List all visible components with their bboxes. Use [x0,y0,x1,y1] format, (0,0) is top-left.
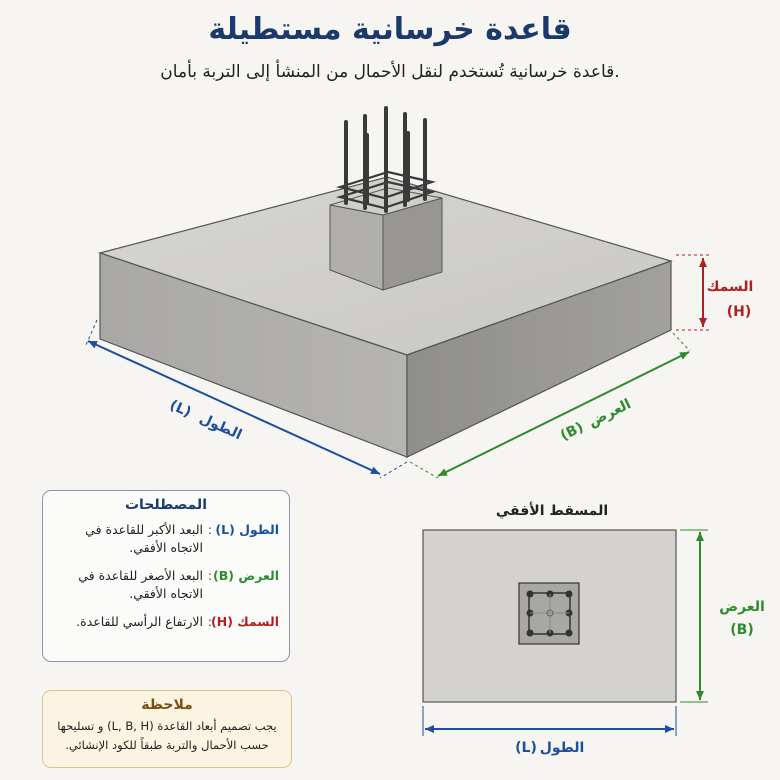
terms-box [42,490,290,662]
thickness-label: السمك [706,279,754,295]
term-colon: : [207,522,213,537]
term-colon: : [207,614,213,629]
term-width [53,567,279,603]
term-length [53,521,279,557]
term-colon: : [207,568,213,583]
column-stub [330,108,442,290]
page-subtitle: قاعدة خرسانية تُستخدم لنقل الأحمال من المنشأ إلى التربة بأمان. [160,62,620,82]
term-thickness [53,613,279,631]
term-length-desc: البعد الأكبر للقاعدة في الاتجاه الأفقي. [85,522,203,555]
term-width-name: العرض (B) [213,568,279,583]
note-text: يجب تصميم أبعاد القاعدة (L, B, H) و تسليحها حسب الأحمال والتربة طبقاً للكود الإنشائي. [57,719,277,752]
width-symbol: (B) [557,419,587,445]
plan-width-symbol: (B) [730,622,754,638]
term-width-desc: البعد الأصغر للقاعدة في الاتجاه الأفقي. [78,568,203,601]
plan-width-label: العرض [719,599,765,615]
plan-length-label: الطول [539,740,585,756]
length-symbol: (L) [167,397,194,421]
width-label: العرض [585,396,634,431]
terms-box-title: المصطلحات [124,497,207,513]
plan-view-title: المسقط الأفقي [495,503,609,519]
page-title: قاعدة خرسانية مستطيلة [208,12,572,47]
plan-length-symbol: (L) [515,740,537,756]
note-title: ملاحظة [141,697,193,713]
note-box [42,690,292,768]
plan-view [423,530,708,736]
term-length-name: الطول (L) [215,522,279,537]
length-label: الطول [196,410,245,444]
term-thickness-desc: الارتفاع الرأسي للقاعدة. [76,614,203,629]
thickness-dimension [676,255,710,330]
thickness-symbol: (H) [726,304,752,320]
term-thickness-name: السمك (H) [211,614,279,629]
